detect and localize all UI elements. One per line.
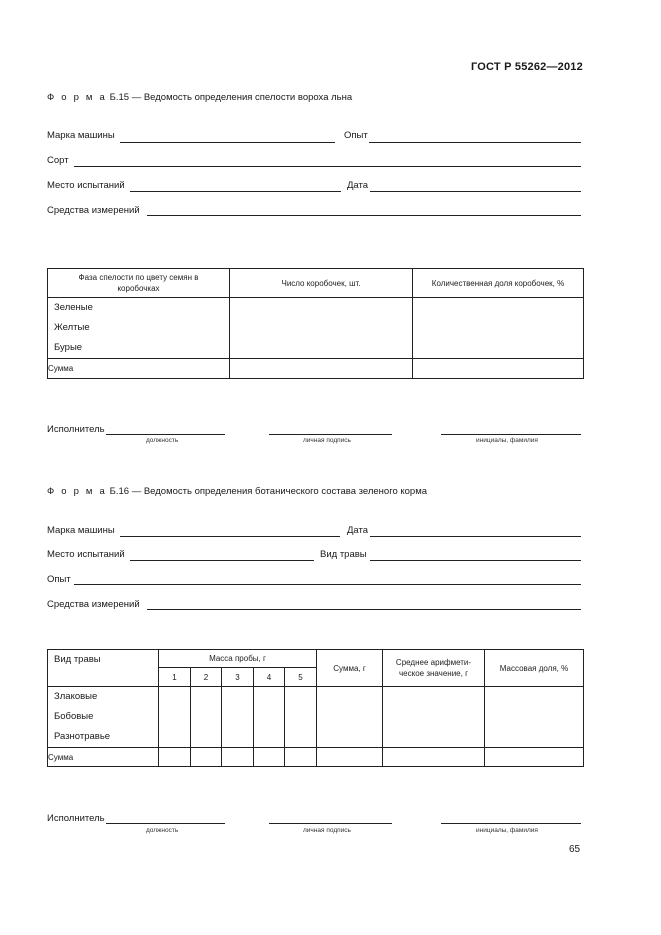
form-15-title xyxy=(47,92,352,103)
field-line-grass-type[interactable] xyxy=(370,560,581,561)
page-number: 65 xyxy=(569,844,581,855)
caption-signature: личная подпись xyxy=(303,827,351,834)
field-label-machine: Марка машины xyxy=(47,130,115,141)
field-line-date[interactable] xyxy=(370,191,581,192)
field-line-experiment[interactable] xyxy=(74,584,581,585)
field-label-experiment: Опыт xyxy=(344,130,368,141)
field-line-place[interactable] xyxy=(130,191,341,192)
row-label-cereals: Злаковые xyxy=(54,691,98,702)
header-box-count: Число коробочек, шт. xyxy=(230,269,413,298)
header-sample-mass: Масса пробы, г xyxy=(159,650,317,668)
header-mass-share: Массовая доля, % xyxy=(485,650,584,687)
field-line-place[interactable] xyxy=(130,560,314,561)
field-label-instruments: Средства измерений xyxy=(47,599,140,610)
field-line-date[interactable] xyxy=(370,536,581,537)
cell-share[interactable] xyxy=(485,687,584,748)
executor-label: Исполнитель xyxy=(47,424,105,435)
header-sum: Сумма, г xyxy=(317,650,383,687)
field-line-machine[interactable] xyxy=(120,536,340,537)
field-line-machine[interactable] xyxy=(120,142,335,143)
cell-mean[interactable] xyxy=(383,687,485,748)
form-title-text: Б.16 — Ведомость определения ботанического состава зеленого корма xyxy=(109,486,428,497)
sample-number-1: 1 xyxy=(159,668,191,687)
standard-number: ГОСТ Р 55262—2012 xyxy=(471,61,583,73)
field-line-experiment[interactable] xyxy=(369,142,581,143)
caption-position: должность xyxy=(146,437,179,444)
cell-total-mass-4[interactable] xyxy=(254,748,285,767)
field-label-experiment: Опыт xyxy=(47,574,71,585)
field-label-grass-type: Вид травы xyxy=(320,549,367,560)
form-word: Ф о р м а xyxy=(47,92,107,103)
field-label-place: Место испытаний xyxy=(47,549,125,560)
form-word: Ф о р м а xyxy=(47,486,107,497)
sample-number-2: 2 xyxy=(191,668,222,687)
field-label-date: Дата xyxy=(347,180,369,191)
field-line-instruments[interactable] xyxy=(147,609,581,610)
header-mean: Среднее арифмети-ческое значение, г xyxy=(383,650,485,687)
field-line-variety[interactable] xyxy=(74,166,581,167)
signature-line[interactable] xyxy=(269,823,392,824)
sample-number-5: 5 xyxy=(285,668,317,687)
sample-number-4: 4 xyxy=(254,668,285,687)
botanical-table xyxy=(47,649,584,767)
field-label-place: Место испытаний xyxy=(47,180,125,191)
row-label-green: Зеленые xyxy=(54,302,93,313)
field-label-instruments: Средства измерений xyxy=(47,205,140,216)
cell-mass-2[interactable] xyxy=(191,687,222,748)
row-label-total: Сумма xyxy=(48,748,159,767)
row-label-legumes: Бобовые xyxy=(54,711,94,722)
caption-signature: личная подпись xyxy=(303,437,351,444)
ripeness-table xyxy=(47,268,584,379)
signature-line[interactable] xyxy=(269,434,392,435)
form-16-title xyxy=(47,486,427,497)
cell-box-count[interactable] xyxy=(230,298,413,359)
sample-number-3: 3 xyxy=(222,668,254,687)
caption-name: инициалы, фамилия xyxy=(476,437,538,444)
field-label-machine: Марка машины xyxy=(47,525,115,536)
cell-mass-1[interactable] xyxy=(159,687,191,748)
name-line[interactable] xyxy=(441,434,581,435)
field-label-variety: Сорт xyxy=(47,155,69,166)
cell-total-mass-1[interactable] xyxy=(159,748,191,767)
field-line-instruments[interactable] xyxy=(147,215,581,216)
field-label-date: Дата xyxy=(347,525,369,536)
caption-position: должность xyxy=(146,827,179,834)
cell-total-mass-3[interactable] xyxy=(222,748,254,767)
cell-total-mass-2[interactable] xyxy=(191,748,222,767)
cell-total-share[interactable] xyxy=(413,359,584,379)
position-line[interactable] xyxy=(106,823,225,824)
header-ripeness-phase: Фаза спелости по цвету семян в коробочках xyxy=(48,269,230,298)
cell-mass-4[interactable] xyxy=(254,687,285,748)
cell-total-sum[interactable] xyxy=(317,748,383,767)
cell-total-count[interactable] xyxy=(230,359,413,379)
header-box-share: Количественная доля коробочек, % xyxy=(413,269,584,298)
cell-total-share[interactable] xyxy=(485,748,584,767)
header-grass-type: Вид травы xyxy=(48,650,159,687)
cell-mass-5[interactable] xyxy=(285,687,317,748)
cell-total-mean[interactable] xyxy=(383,748,485,767)
row-label-total: Сумма xyxy=(48,359,230,379)
row-label-forbs: Разнотравье xyxy=(54,731,111,742)
executor-label: Исполнитель xyxy=(47,813,105,824)
cell-mass-3[interactable] xyxy=(222,687,254,748)
cell-box-share[interactable] xyxy=(413,298,584,359)
caption-name: инициалы, фамилия xyxy=(476,827,538,834)
row-label-brown: Бурые xyxy=(54,342,83,353)
name-line[interactable] xyxy=(441,823,581,824)
row-label-yellow: Желтые xyxy=(54,322,90,333)
cell-sum[interactable] xyxy=(317,687,383,748)
form-title-text: Б.15 — Ведомость определения спелости вороха льна xyxy=(109,92,353,103)
cell-total-mass-5[interactable] xyxy=(285,748,317,767)
position-line[interactable] xyxy=(106,434,225,435)
